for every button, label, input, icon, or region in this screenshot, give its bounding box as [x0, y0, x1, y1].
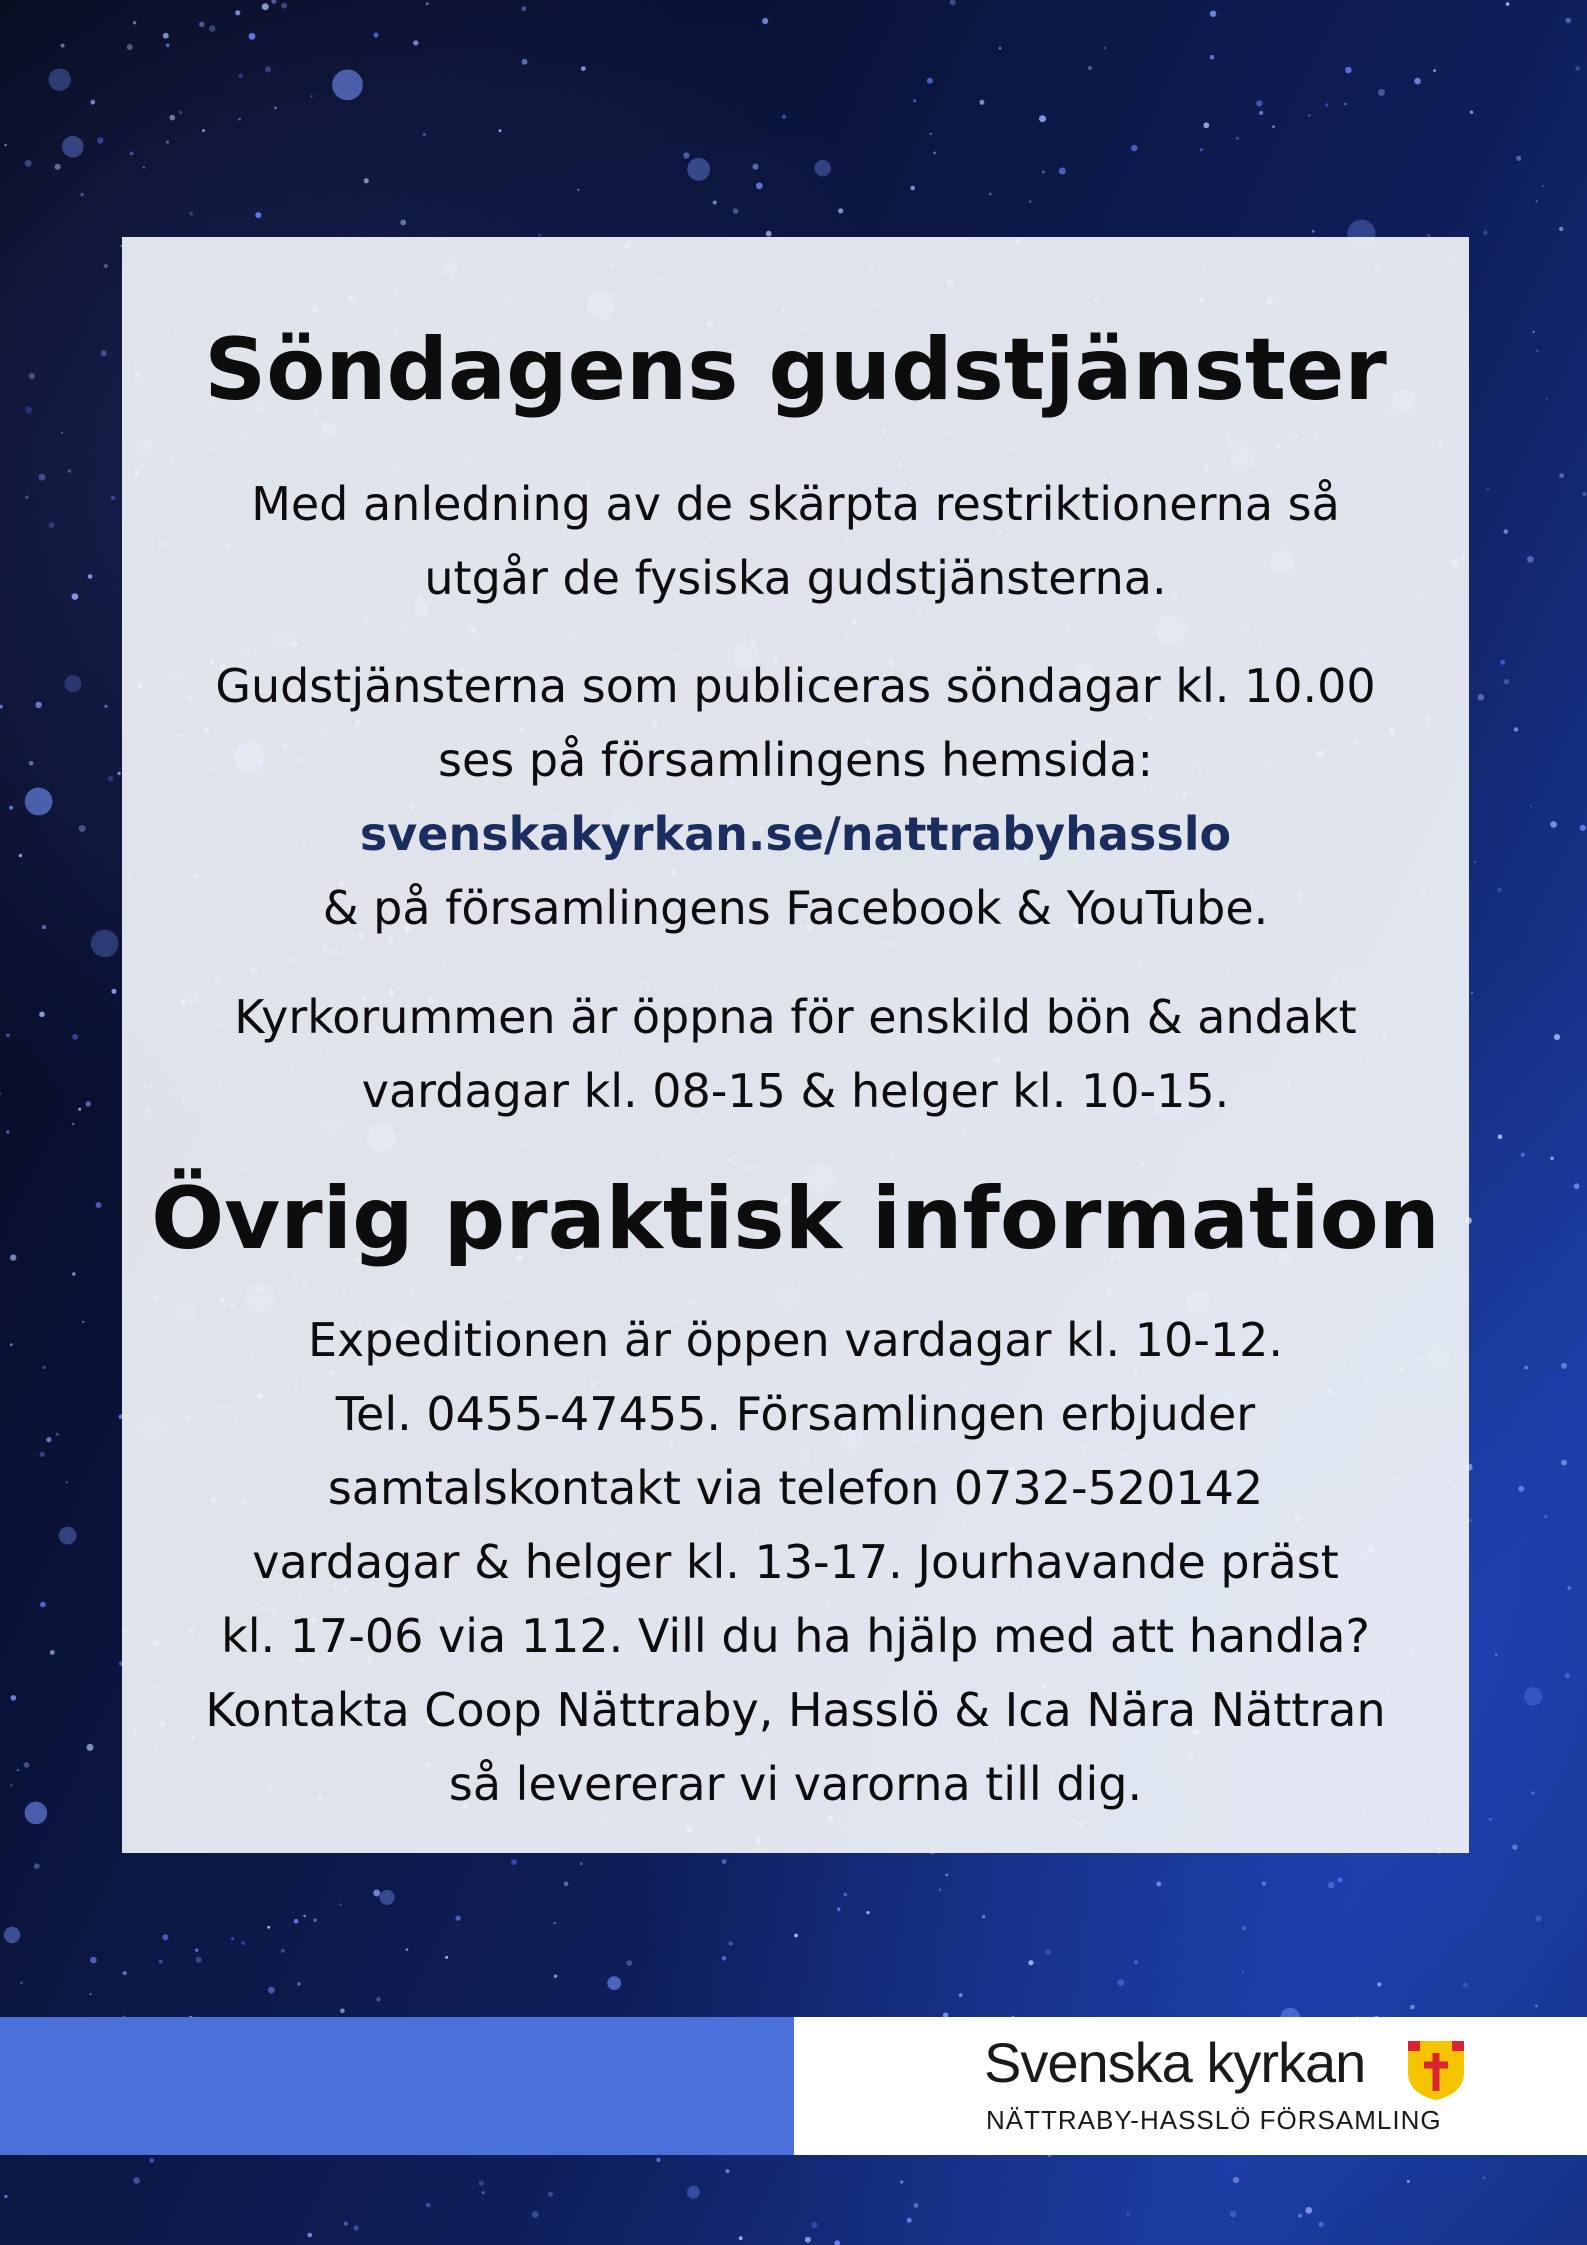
accent-bar: [0, 2017, 794, 2155]
text-line: kl. 17-06 via 112. Vill du ha hjälp med att handla?: [221, 1609, 1370, 1663]
text-line: Tel. 0455-47455. Församlingen erbjuder: [335, 1387, 1256, 1441]
footer-logo: [794, 2017, 1587, 2155]
text-line: samtalskontakt via telefon 0732-520142: [327, 1461, 1264, 1515]
text-line: vardagar kl. 08-15 & helger kl. 10-15.: [361, 1064, 1230, 1118]
text-line: Kyrkorummen är öppna för enskild bön & andakt: [234, 990, 1357, 1044]
restrictions-paragraph: [172, 467, 1419, 615]
services-heading: Söndagens gudstjänster: [204, 320, 1387, 420]
text-line: Med anledning av de skärpta restriktionerna så: [251, 477, 1340, 531]
brand-name: Svenska kyrkan: [984, 2031, 1366, 2094]
website-link[interactable]: svenskakyrkan.se/nattrabyhasslo: [359, 807, 1232, 861]
notice-panel: [122, 237, 1469, 1853]
broadcast-paragraph: [172, 649, 1419, 945]
text-line: Expeditionen är öppen vardagar kl. 10-12.: [307, 1313, 1284, 1367]
text-line: Kontakta Coop Nättraby, Hasslö & Ica Nära Nättran: [205, 1683, 1386, 1737]
text-line: så levererar vi varorna till dig.: [448, 1757, 1143, 1811]
church-crest-icon: [1406, 2039, 1466, 2101]
parish-name: NÄTTRABY-HASSLÖ FÖRSAMLING: [986, 2105, 1442, 2135]
text-line: Gudstjänsterna som publiceras söndagar kl. 10.00: [215, 659, 1376, 713]
text-line: utgår de fysiska gudstjänsterna.: [424, 551, 1167, 605]
info-heading: Övrig praktisk information: [151, 1169, 1440, 1269]
opening-hours-paragraph: [172, 980, 1419, 1128]
text-line: & på församlingens Facebook & YouTube.: [322, 881, 1269, 935]
info-paragraph: [172, 1303, 1419, 1821]
text-line: vardagar & helger kl. 13-17. Jourhavande präst: [252, 1535, 1339, 1589]
text-line: ses på församlingens hemsida:: [438, 733, 1153, 787]
